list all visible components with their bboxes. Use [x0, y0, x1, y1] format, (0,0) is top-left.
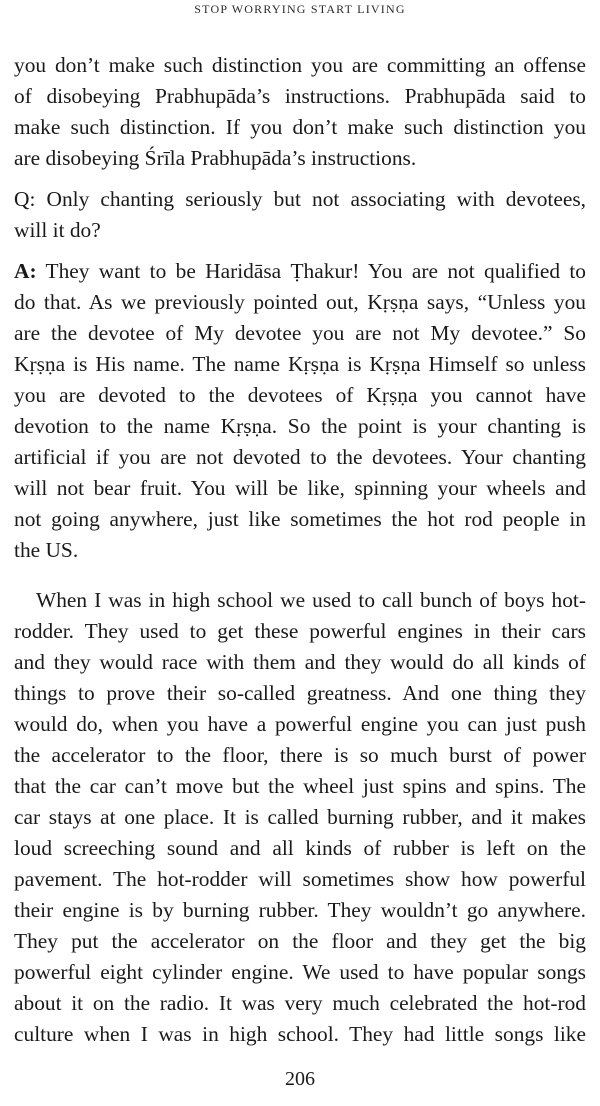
text-line: are disobeying Śrīla Prabhupāda’s instructions.	[14, 146, 417, 170]
text-line-rest: They want to be Haridāsa Ṭhakur! You are not qualified to	[36, 259, 586, 283]
text-line: powerful eight cylinder engine. We used to have popular songs	[14, 960, 586, 984]
text-line: When I was in high school we used to call bunch of boys hot-	[36, 588, 586, 612]
text-line: you are devoted to the devotees of Kṛṣṇa you cannot have	[14, 383, 586, 407]
text-line: about it on the radio. It was very much celebrated the hot-rod	[14, 991, 586, 1015]
text-line: of disobeying Prabhupāda’s instructions. Prabhupāda said to	[14, 84, 586, 108]
text-line: artificial if you are not devoted to the devotees. Your chanting	[14, 445, 586, 469]
text-line: not going anywhere, just like sometimes the hot rod people in	[14, 507, 586, 531]
text-line: the accelerator to the floor, there is so much burst of power	[14, 743, 586, 767]
text-line: rodder. They used to get these powerful engines in their cars	[14, 619, 586, 643]
answer-paragraph	[14, 256, 586, 566]
text-line: culture when I was in high school. They had little songs like	[14, 1022, 586, 1046]
text-line: that the car can’t move but the wheel just spins and spins. The	[14, 774, 586, 798]
text-line: They put the accelerator on the floor and they get the big	[14, 929, 586, 953]
page-body	[14, 50, 586, 1050]
text-line: you don’t make such distinction you are committing an offense	[14, 53, 586, 77]
text-line: and they would race with them and they would do all kinds of	[14, 650, 586, 674]
answer-label: A:	[14, 259, 37, 283]
text-line: the US.	[14, 538, 79, 562]
running-head: STOP WORRYING START LIVING	[194, 2, 406, 16]
question-paragraph	[14, 184, 586, 246]
text-line: things to prove their so-called greatness. And one thing they	[14, 681, 586, 705]
text-line: will not bear fruit. You will be like, spinning your wheels and	[14, 476, 586, 500]
text-line: would do, when you have a powerful engine you can just push	[14, 712, 586, 736]
text-line: do that. As we previously pointed out, Kṛṣṇa says, “Unless you	[14, 290, 586, 314]
page-number: 206	[285, 1068, 315, 1090]
text-line	[14, 256, 586, 287]
text-line: devotion to the name Kṛṣṇa. So the point is your chanting is	[14, 414, 586, 438]
text-line: make such distinction. If you don’t make such distinction you	[14, 115, 586, 139]
text-line: Kṛṣṇa is His name. The name Kṛṣṇa is Kṛṣṇa Himself so unless	[14, 352, 586, 376]
body-paragraph	[14, 585, 586, 1050]
text-line: are the devotee of My devotee you are not My devotee.” So	[14, 321, 586, 345]
text-line: loud screeching sound and all kinds of rubber is left on the	[14, 836, 586, 860]
text-line: Q: Only chanting seriously but not associating with devotees,	[14, 187, 586, 211]
text-line: pavement. The hot-rodder will sometimes show how powerful	[14, 867, 586, 891]
text-line: car stays at one place. It is called burning rubber, and it makes	[14, 805, 586, 829]
text-line: will it do?	[14, 218, 101, 242]
paragraph-continued	[14, 50, 586, 174]
text-line: their engine is by burning rubber. They wouldn’t go anywhere.	[14, 898, 586, 922]
